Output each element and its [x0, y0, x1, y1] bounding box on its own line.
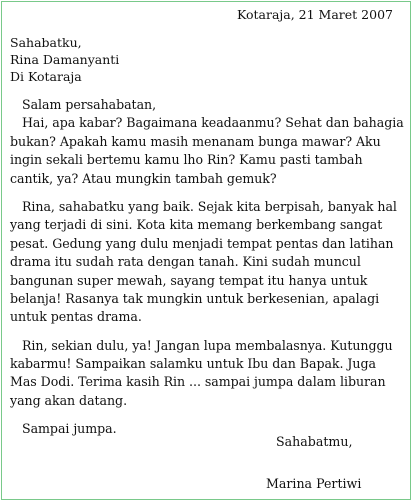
paragraph-line: yang terjadi di sini. Kota kita memang berkembang sangat: [10, 217, 383, 233]
paragraph-gap: [10, 410, 402, 420]
paragraph-gap: [10, 327, 402, 337]
paragraph-line: Rin, sekian dulu, ya! Jangan lupa membalasnya. Kutunggu: [22, 337, 393, 353]
paragraph-line: belanja! Rasanya tak mungkin untuk berkesenian, apalagi: [10, 290, 380, 306]
paragraph-line: Hai, apa kabar? Bagaimana keadaanmu? Sehat dan bahagia: [22, 115, 404, 131]
paragraph-1: [10, 114, 402, 188]
recipient-address: [10, 34, 119, 85]
paragraph-line: ingin sekali bertemu kamu lho Rin? Kamu pasti tambah: [10, 152, 363, 168]
paragraph-2: [10, 198, 402, 327]
paragraph-line: cantik, ya? Atau mungkin tambah gemuk?: [10, 170, 277, 186]
address-line-name: Rina Damanyanti: [10, 52, 120, 67]
letter-date: Kotaraja, 21 Maret 2007: [236, 7, 393, 22]
paragraph-line: yang akan datang.: [10, 392, 128, 408]
paragraph-line: bangunan super mewah, sayang tempat itu hanya untuk: [10, 272, 368, 288]
signature-name: Marina Pertiwi: [266, 476, 362, 491]
greeting: Salam persahabatan,: [22, 97, 157, 112]
farewell: Sampai jumpa.: [22, 421, 117, 437]
paragraph-gap: [10, 188, 402, 198]
paragraph-line: drama itu sudah rata dengan tanah. Kini sudah muncul: [10, 254, 361, 270]
paragraph-line: Mas Dodi. Terima kasih Rin ... sampai jumpa dalam liburan: [10, 374, 386, 390]
letter-body: [10, 96, 402, 439]
address-line-city: Di Kotaraja: [10, 69, 82, 84]
paragraph-line: Rina, sahabatku yang baik. Sejak kita berpisah, banyak hal: [22, 198, 397, 214]
paragraph-line: untuk pentas drama.: [10, 309, 142, 325]
paragraph-line: bukan? Apakah kamu masih menanam bunga mawar? Aku: [10, 133, 381, 149]
address-line-salutation: Sahabatku,: [10, 35, 82, 50]
closing: Sahabatmu,: [276, 434, 353, 449]
paragraph-line: kabarmu! Sampaikan salamku untuk Ibu dan Bapak. Juga: [10, 356, 376, 372]
paragraph-3: [10, 337, 402, 411]
paragraph-line: pesat. Gedung yang dulu menjadi tempat pentas dan latihan: [10, 235, 394, 251]
